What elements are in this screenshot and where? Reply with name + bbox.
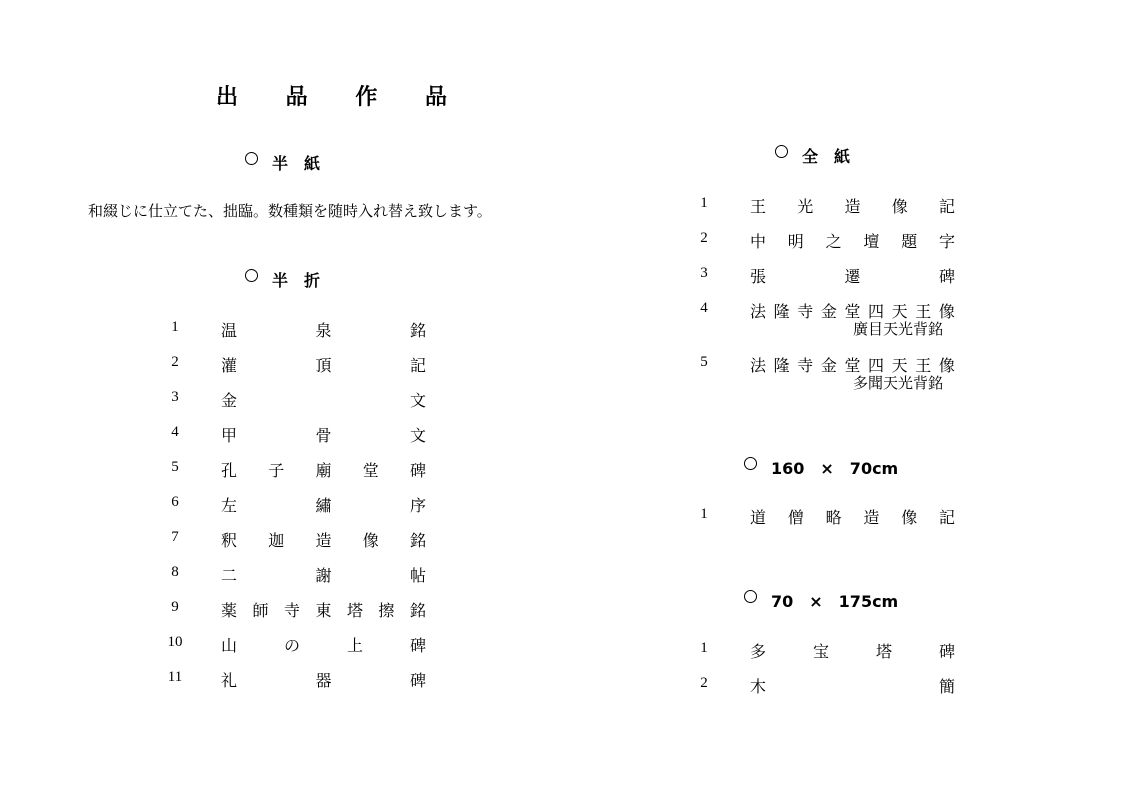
work-title-char: 王 — [750, 197, 767, 216]
work-title — [221, 423, 426, 446]
work-title-char: 釈 — [221, 531, 238, 550]
work-title-char: 碑 — [409, 461, 426, 480]
work-title-char: 礼 — [221, 671, 238, 690]
work-title-char: 堂 — [362, 461, 379, 480]
work-subtitle: 廣目天光背銘 — [852, 320, 943, 338]
work-title — [221, 598, 426, 621]
work-title — [750, 264, 955, 287]
work-title — [221, 318, 426, 341]
work-title-char: 記 — [938, 508, 955, 527]
work-title-char: 明 — [787, 232, 804, 251]
section-heading-label: 70 × 175cm — [771, 592, 899, 611]
work-title-char: 寺 — [283, 601, 300, 620]
item-number: 10 — [167, 634, 183, 650]
item-number: 5 — [171, 459, 179, 475]
work-title-char: 子 — [268, 461, 285, 480]
work-title — [750, 194, 955, 217]
work-title-char: 灌 — [221, 356, 238, 375]
work-title-char: 像 — [362, 531, 379, 550]
section-heading-label: 半 紙 — [272, 154, 321, 173]
work-title — [221, 528, 426, 551]
work-title-char: 造 — [315, 531, 332, 550]
work-title-char: 序 — [409, 496, 426, 515]
work-title-char: 張 — [750, 267, 767, 286]
circle-bullet-icon — [775, 145, 788, 158]
work-title-char: の — [283, 636, 300, 655]
work-title-char: 器 — [315, 671, 332, 690]
item-number: 2 — [700, 675, 708, 691]
work-title-char: 師 — [252, 601, 269, 620]
work-title-char: 堂 — [844, 302, 861, 321]
work-title — [750, 229, 955, 252]
work-title-char: 二 — [221, 566, 238, 585]
work-title-char: 光 — [797, 197, 814, 216]
work-title-char: 山 — [221, 636, 238, 655]
work-title — [750, 674, 955, 697]
work-title-char: 僧 — [787, 508, 804, 527]
work-title-char: 造 — [863, 508, 880, 527]
work-title-char: 記 — [938, 197, 955, 216]
item-number: 3 — [171, 389, 179, 405]
work-title — [750, 505, 955, 528]
work-title-char: 塔 — [346, 601, 363, 620]
work-title — [221, 458, 426, 481]
item-number: 5 — [700, 354, 708, 370]
work-title — [221, 388, 426, 411]
work-title-char: 法 — [750, 356, 767, 375]
work-title-char: 四 — [868, 302, 885, 321]
work-title-char: 帖 — [409, 566, 426, 585]
section-heading-hanshi — [245, 151, 320, 174]
work-title-char: 像 — [938, 302, 955, 321]
section-heading-label: 160 × 70cm — [771, 459, 899, 478]
work-title-char: 四 — [868, 356, 885, 375]
work-title-char: 泉 — [315, 321, 332, 340]
item-number: 2 — [171, 354, 179, 370]
item-number: 8 — [171, 564, 179, 580]
item-number: 9 — [171, 599, 179, 615]
work-title-char: 題 — [901, 232, 918, 251]
circle-bullet-icon — [744, 590, 757, 603]
work-title-char: 碑 — [938, 267, 955, 286]
work-title-char: 銘 — [409, 321, 426, 340]
work-title-char: 金 — [820, 302, 837, 321]
work-title-char: 温 — [221, 321, 238, 340]
work-title — [221, 563, 426, 586]
work-title-char: 道 — [750, 508, 767, 527]
work-title-char: 碑 — [409, 671, 426, 690]
work-title-char: 像 — [901, 508, 918, 527]
work-title-char: 像 — [891, 197, 908, 216]
work-title-char: 左 — [221, 496, 238, 515]
work-title-char: 銘 — [409, 601, 426, 620]
work-title-char: 骨 — [315, 426, 332, 445]
work-title-char: 記 — [409, 356, 426, 375]
work-title-char: 頂 — [315, 356, 332, 375]
item-number: 4 — [171, 424, 179, 440]
work-title-char: 隆 — [773, 302, 790, 321]
work-title-char: 隆 — [773, 356, 790, 375]
section-heading-hanori — [245, 268, 320, 291]
work-title-char: 碑 — [938, 642, 955, 661]
work-title — [221, 668, 426, 691]
work-title-char: 堂 — [844, 356, 861, 375]
work-title-char: 金 — [221, 391, 238, 410]
work-title-char: 上 — [346, 636, 363, 655]
work-title — [750, 639, 955, 662]
item-number: 7 — [171, 529, 179, 545]
work-title-char: 遷 — [844, 267, 861, 286]
work-title-char: 簡 — [938, 677, 955, 696]
section-heading-zenshi — [775, 144, 850, 167]
item-number: 1 — [700, 506, 708, 522]
work-title-char: 擦 — [378, 601, 395, 620]
work-title-char: 碑 — [409, 636, 426, 655]
work-title-char: 文 — [409, 391, 426, 410]
work-title-char: 宝 — [812, 642, 829, 661]
work-title-char: 之 — [825, 232, 842, 251]
work-title-char: 字 — [938, 232, 955, 251]
work-title-char: 王 — [915, 302, 932, 321]
work-title-char: 孔 — [221, 461, 238, 480]
work-title-char: 廟 — [315, 461, 332, 480]
item-number: 1 — [700, 195, 708, 211]
item-number: 11 — [167, 669, 183, 685]
work-title-char: 銘 — [409, 531, 426, 550]
work-title-char: 東 — [315, 601, 332, 620]
circle-bullet-icon — [744, 457, 757, 470]
item-number: 6 — [171, 494, 179, 510]
work-title-char: 天 — [891, 356, 908, 375]
work-title-char: 中 — [750, 232, 767, 251]
work-title-char: 文 — [409, 426, 426, 445]
page-title: 出 品 作 品 — [216, 85, 467, 110]
section-heading-70x175 — [744, 589, 898, 612]
work-title-char: 壇 — [863, 232, 880, 251]
work-title-char: 木 — [750, 677, 767, 696]
work-title-char: 謝 — [315, 566, 332, 585]
work-title-char: 造 — [844, 197, 861, 216]
work-title — [221, 493, 426, 516]
work-title-char: 迦 — [268, 531, 285, 550]
section-heading-label: 全 紙 — [802, 147, 851, 166]
item-number: 2 — [700, 230, 708, 246]
item-number: 1 — [700, 640, 708, 656]
work-title — [221, 353, 426, 376]
hanshi-note: 和綴じに仕立てた、拙臨。数種類を随時入れ替え致します。 — [88, 202, 492, 220]
work-title-char: 像 — [938, 356, 955, 375]
section-heading-label: 半 折 — [272, 271, 321, 290]
item-number: 3 — [700, 265, 708, 281]
work-title-char: 天 — [891, 302, 908, 321]
work-title — [221, 633, 426, 656]
work-title-char: 寺 — [797, 356, 814, 375]
work-title-char: 薬 — [221, 601, 238, 620]
circle-bullet-icon — [245, 152, 258, 165]
work-title-char: 王 — [915, 356, 932, 375]
work-subtitle: 多聞天光背銘 — [852, 374, 943, 392]
item-number: 4 — [700, 300, 708, 316]
item-number: 1 — [171, 319, 179, 335]
work-title-char: 寺 — [797, 302, 814, 321]
work-title-char: 繡 — [315, 496, 332, 515]
work-title-char: 金 — [820, 356, 837, 375]
work-title-char: 塔 — [875, 642, 892, 661]
work-title-char: 法 — [750, 302, 767, 321]
work-title-char: 略 — [825, 508, 842, 527]
section-heading-160x70 — [744, 456, 898, 479]
circle-bullet-icon — [245, 269, 258, 282]
work-title-char: 甲 — [221, 426, 238, 445]
work-title-char: 多 — [750, 642, 767, 661]
